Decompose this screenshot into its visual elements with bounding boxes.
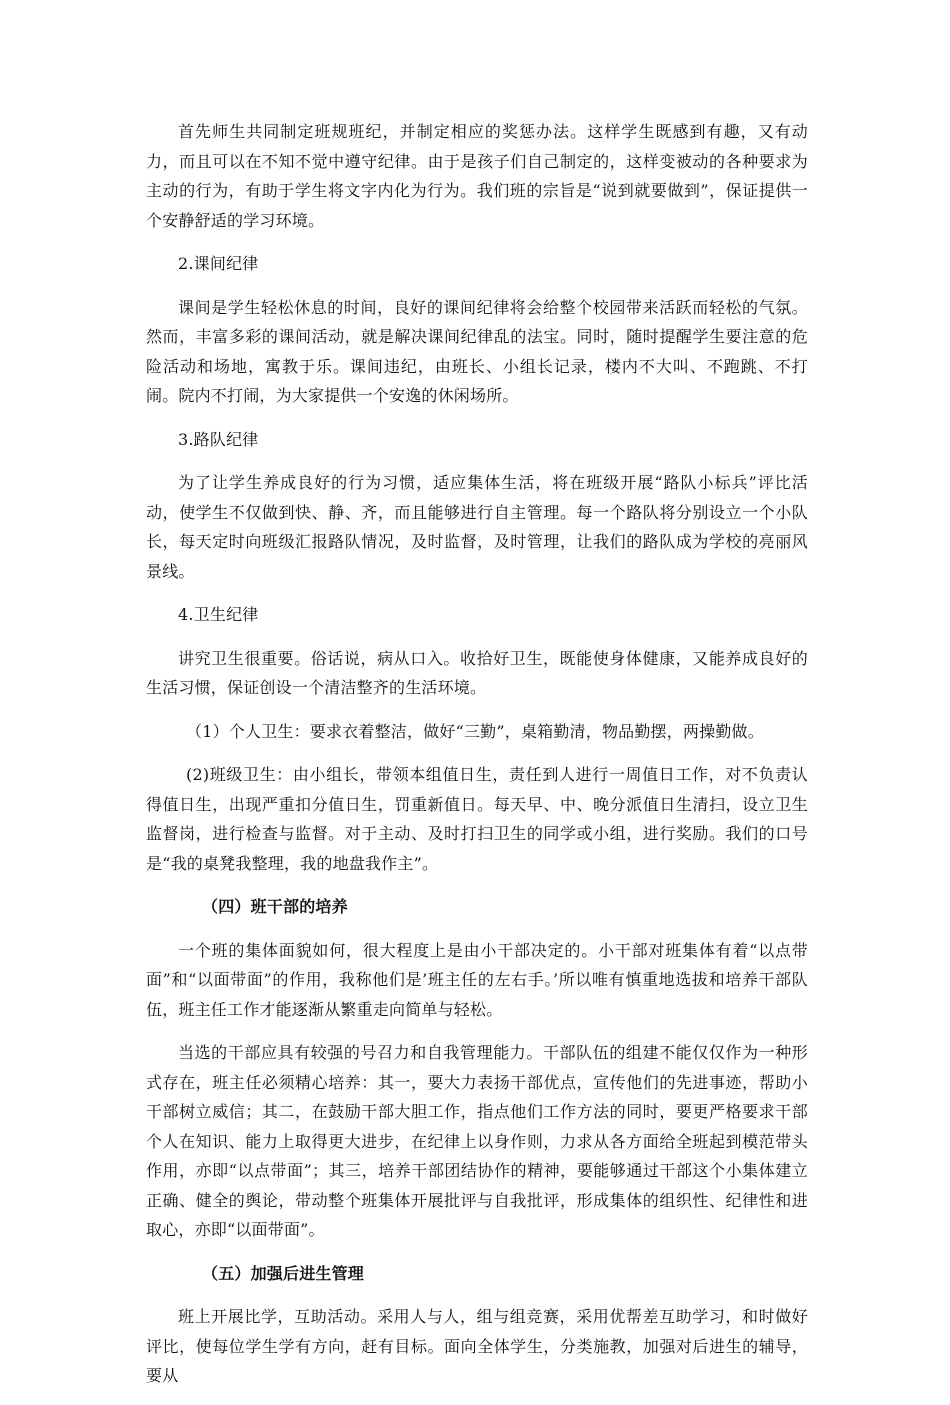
- item-title-break-discipline: 2.课间纪律: [178, 254, 259, 273]
- paragraph-queue-discipline: 为了让学生养成良好的行为习惯，适应集体生活，将在班级开展“路队小标兵”评比活动，使学生不仅做到快、静、齐，而且能够进行自主管理。每一个路队将分别设立一个小队长，每天定时向班级汇报路队情况，及时监督，及时管理，让我们的路队成为学校的亮丽风景线。: [146, 473, 808, 581]
- paragraph-class-rules: 首先师生共同制定班规班纪，并制定相应的奖惩办法。这样学生既感到有趣，又有动力，而且可以在不知不觉中遵守纪律。由于是孩子们自己制定的，这样变被动的各种要求为主动的行为，有助于学生将文字内化为行为。我们班的宗旨是“说到就要做到”，保证提供一个安静舒适的学习环境。: [146, 122, 808, 230]
- paragraph-break-discipline: 课间是学生轻松休息的时间，良好的课间纪律将会给整个校园带来活跃而轻松的气氛。然而，丰富多彩的课间活动，就是解决课间纪律乱的法宝。同时，随时提醒学生要注意的危险活动和场地，寓教于乐。课间违纪，由班长、小组长记录，楼内不大叫、不跑跳、不打闹。院内不打闹，为大家提供一个安逸的休闲场所。: [146, 297, 808, 405]
- sub-item-class-hygiene: (2)班级卫生：由小组长，带领本组值日生，责任到人进行一周值日工作，对不负责认得值日生，出现严重扣分值日生，罚重新值日。每天早、中、晚分派值日生清扫，设立卫生监督岗，进行检查与监督。对于主动、及时打扫卫生的同学或小组，进行奖励。我们的口号是“我的桌凳我整理，我的地盘我作主”。: [146, 765, 808, 873]
- item-title-hygiene-discipline: 4.卫生纪律: [178, 605, 259, 624]
- paragraph-cadre-role: 一个班的集体面貌如何，很大程度上是由小干部决定的。小干部对班集体有着“以点带面”和“以面带面”的作用，我称他们是’班主任的左右手。’所以唯有慎重地选拔和培养干部队伍，班主任工作才能逐渐从繁重走向简单与轻松。: [146, 940, 808, 1019]
- section-heading-underachiever-management: （五）加强后进生管理: [202, 1263, 365, 1283]
- paragraph-underachiever-management: 班上开展比学，互助活动。采用人与人，组与组竞赛，采用优帮差互助学习，和时做好评比，使每位学生学有方向，赶有目标。面向全体学生，分类施教，加强对后进生的辅导，要从: [146, 1307, 808, 1385]
- paragraph-cadre-cultivation: 当选的干部应具有较强的号召力和自我管理能力。干部队伍的组建不能仅仅作为一种形式存在，班主任必须精心培养：其一，要大力表扬干部优点，宣传他们的先进事迹，帮助小干部树立威信；其二，在鼓励干部大胆工作，指点他们工作方法的同时，要更严格要求干部个人在知识、能力上取得更大进步，在纪律上以身作则，力求从各方面给全班起到模范带头作用，亦即“以点带面”；其三，培养干部团结协作的精神，要能够通过干部这个小集体建立正确、健全的舆论，带动整个班集体开展批评与自我批评，形成集体的组织性、纪律性和进取心，亦即“以面带面”。: [146, 1043, 808, 1239]
- section-heading-cadre-training: （四）班干部的培养: [202, 897, 348, 916]
- paragraph-hygiene-intro: 讲究卫生很重要。俗话说，病从口入。收拾好卫生，既能使身体健康，又能养成良好的生活习惯，保证创设一个清洁整齐的生活环境。: [146, 648, 808, 697]
- item-title-queue-discipline: 3.路队纪律: [178, 429, 259, 449]
- document-body: [146, 117, 808, 1405]
- sub-item-personal-hygiene: （1）个人卫生：要求衣着整洁，做好“三勤”，桌箱勤清，物品勤摆，两操勤做。: [186, 721, 764, 741]
